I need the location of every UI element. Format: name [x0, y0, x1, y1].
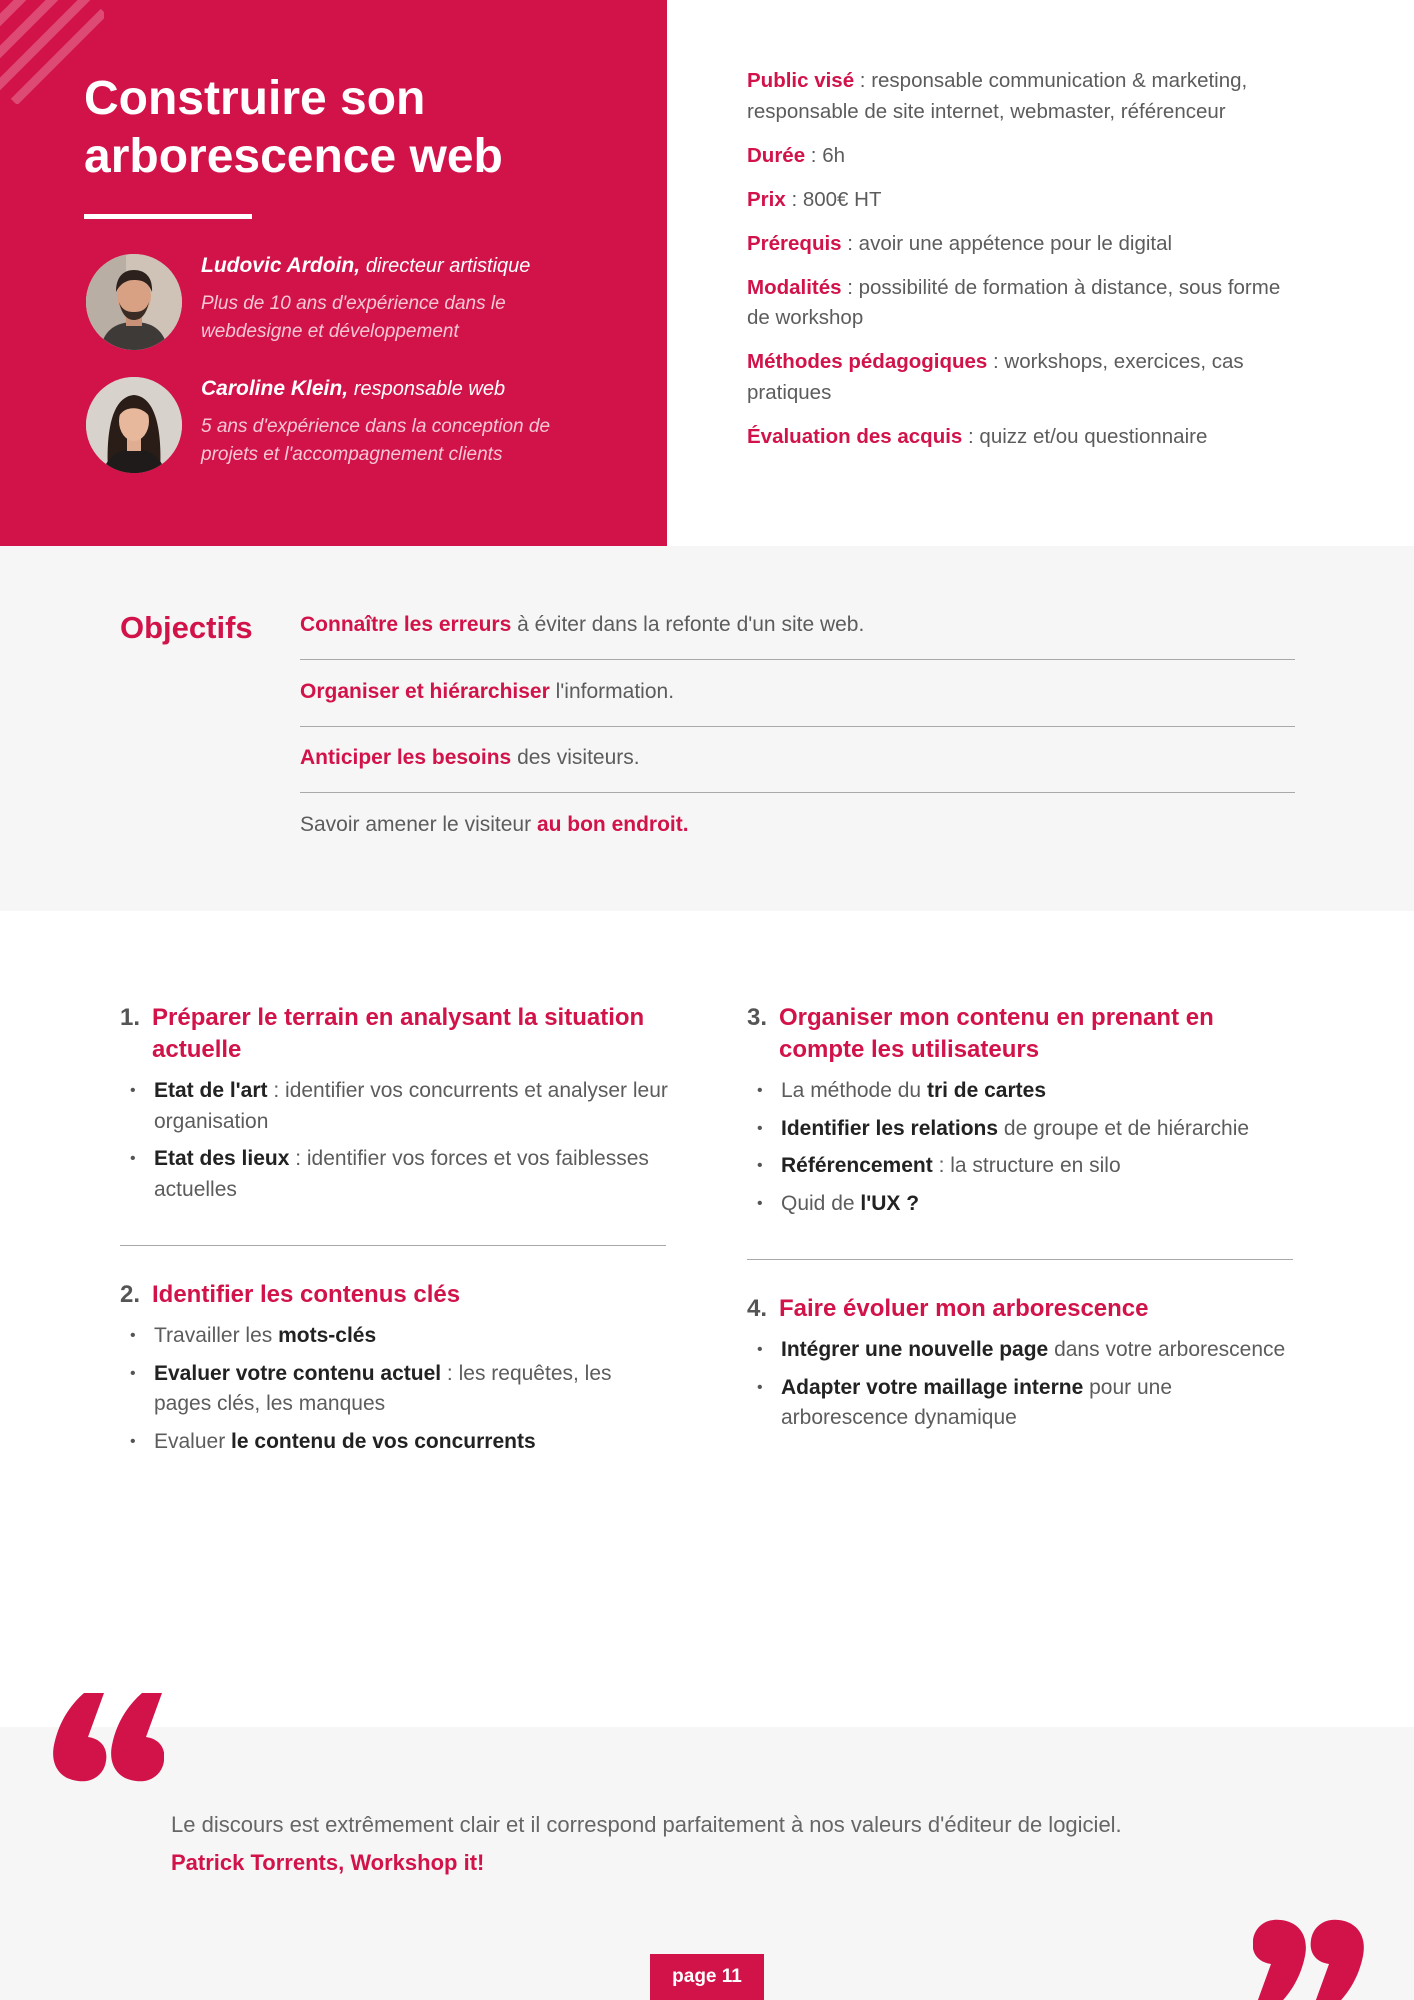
detail-methods	[747, 347, 1307, 408]
detail-label: Public visé	[747, 69, 855, 92]
detail-prerequisites	[747, 229, 1307, 260]
avatar	[86, 254, 182, 350]
objective-text: l'information.	[549, 680, 675, 703]
divider	[120, 1245, 666, 1246]
module-title: Organiser mon contenu en prenant en compte les utilisateurs	[779, 1004, 1214, 1063]
objectives-section	[0, 546, 1414, 911]
detail-label: Prix	[747, 187, 786, 211]
expert-name	[201, 377, 505, 401]
detail-value: : quizz et/ou questionnaire	[962, 424, 1208, 448]
module-list	[120, 1321, 668, 1457]
objective-highlight: Anticiper les besoins	[300, 746, 512, 769]
divider	[300, 792, 1295, 793]
open-quote-icon	[48, 1693, 164, 1783]
list-item: • Etat des lieux : identifier vos forces et vos faiblesses actuelles	[154, 1144, 668, 1205]
divider	[300, 659, 1295, 660]
hero-panel	[0, 0, 667, 546]
module-title: Préparer le terrain en analysant la situation actuelle	[152, 1004, 645, 1063]
expert-card	[86, 377, 656, 477]
list-item: • Evaluer votre contenu actuel : les requêtes, les pages clés, les manques	[154, 1359, 668, 1420]
objective-item	[300, 607, 1295, 637]
list-item: • Intégrer une nouvelle page dans votre arborescence	[781, 1335, 1295, 1366]
detail-label: Évaluation des acquis	[747, 424, 963, 448]
close-quote-icon	[1253, 1918, 1369, 2000]
detail-value: : 800€ HT	[785, 187, 882, 211]
testimonial-quote	[171, 1806, 1171, 1882]
detail-price	[747, 185, 1307, 216]
module-list	[747, 1335, 1295, 1434]
objective-highlight: au bon endroit.	[536, 813, 689, 836]
list-item: • Evaluer le contenu de vos concurrents	[154, 1427, 668, 1458]
detail-evaluation	[747, 422, 1307, 453]
detail-audience	[747, 66, 1307, 127]
module-2	[120, 1279, 668, 1464]
list-item: • Adapter votre maillage interne pour une arborescence dynamique	[781, 1373, 1295, 1434]
module-list	[747, 1076, 1295, 1219]
module-number: 3.	[747, 1004, 768, 1031]
detail-value: : possibilité de formation à distance, sous forme de workshop	[747, 275, 1281, 329]
expert-description: Plus de 10 ans d'expérience dans le webdesigne et développement	[201, 293, 506, 342]
module-number: 1.	[120, 1004, 141, 1031]
module-heading	[747, 1293, 1295, 1325]
detail-duration	[747, 141, 1307, 172]
module-1	[120, 1002, 668, 1212]
objective-text: Savoir amener le visiteur	[300, 813, 537, 836]
page-title: Construire son arborescence web	[84, 72, 503, 183]
expert-card	[86, 254, 656, 354]
objective-highlight: Connaître les erreurs	[300, 613, 512, 636]
divider	[747, 1259, 1293, 1260]
list-item: • Identifier les relations de groupe et de hiérarchie	[781, 1114, 1295, 1145]
detail-label: Modalités	[747, 275, 842, 299]
objective-text: à éviter dans la refonte d'un site web.	[511, 613, 865, 636]
expert-name	[201, 254, 530, 278]
detail-value: : avoir une appétence pour le digital	[841, 231, 1173, 255]
expert-description: 5 ans d'expérience dans la conception de projets et l'accompagnement clients	[201, 416, 551, 465]
module-heading	[120, 1279, 668, 1311]
expert-name-text: Ludovic Ardoin,	[201, 254, 361, 277]
module-number: 4.	[747, 1295, 768, 1322]
module-title: Faire évoluer mon arborescence	[779, 1295, 1149, 1322]
detail-label: Méthodes pédagogiques	[747, 350, 988, 373]
module-4	[747, 1293, 1295, 1441]
objective-item	[300, 674, 1295, 704]
detail-value: : workshops, exercices, cas pratiques	[747, 350, 1244, 404]
module-3	[747, 1002, 1295, 1226]
expert-role: responsable web	[353, 378, 506, 400]
module-title: Identifier les contenus clés	[152, 1281, 461, 1308]
module-list	[120, 1076, 668, 1205]
objective-highlight: Organiser et hiérarchiser	[300, 680, 550, 703]
list-item: • Référencement : la structure en silo	[781, 1151, 1295, 1182]
objective-item	[300, 807, 1295, 837]
expert-role: directeur artistique	[365, 255, 531, 277]
testimonial-text: Le discours est extrêmement clair et il correspond parfaitement à nos valeurs d'éditeur de logiciel.	[171, 1812, 1122, 1837]
testimonial-author: Patrick Torrents, Workshop it!	[171, 1850, 485, 1875]
objective-item	[300, 740, 1295, 770]
list-item: • Etat de l'art : identifier vos concurrents et analyser leur organisation	[154, 1076, 668, 1137]
portrait-man-icon	[86, 254, 182, 350]
module-heading	[120, 1002, 668, 1066]
detail-label: Prérequis	[747, 231, 842, 255]
portrait-woman-icon	[86, 377, 182, 473]
avatar	[86, 377, 182, 473]
module-heading	[747, 1002, 1295, 1066]
detail-value: : 6h	[805, 143, 845, 167]
objectives-heading: Objectifs	[120, 610, 253, 645]
list-item: • Travailler les mots-clés	[154, 1321, 668, 1352]
expert-name-text: Caroline Klein,	[201, 377, 349, 400]
title-underline	[84, 214, 252, 219]
list-item: • Quid de l'UX ?	[781, 1189, 1295, 1220]
detail-value: : responsable communication & marketing, responsable de site internet, webmaster, référenceur	[747, 69, 1248, 123]
list-item: • La méthode du tri de cartes	[781, 1076, 1295, 1107]
detail-modalities	[747, 273, 1307, 334]
module-number: 2.	[120, 1281, 141, 1308]
course-details	[747, 66, 1307, 466]
divider	[300, 726, 1295, 727]
page-number-badge: page 11	[650, 1954, 764, 2000]
detail-label: Durée	[747, 143, 806, 167]
objective-text: des visiteurs.	[511, 746, 640, 769]
